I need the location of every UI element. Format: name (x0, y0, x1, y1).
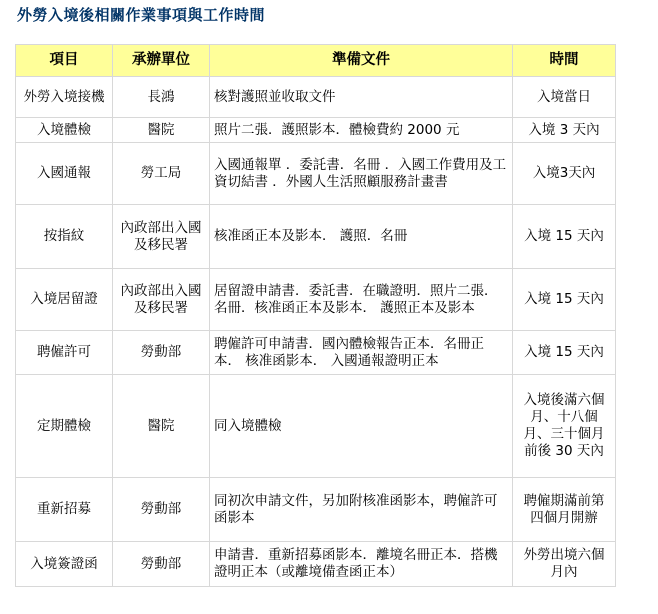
table-row (16, 205, 616, 269)
table-row (16, 143, 616, 205)
table-row (16, 331, 616, 375)
cell-unit: 醫院 (113, 118, 210, 143)
cell-docs: 入國通報單 ．委託書．名冊 ．入國工作費用及工資切結書 ．外國人生活照顧服務計畫書 (210, 143, 513, 205)
cell-unit: 勞動部 (113, 478, 210, 542)
cell-item: 按指紋 (16, 205, 113, 269)
cell-time: 入境當日 (513, 77, 616, 118)
header-docs: 準備文件 (210, 45, 513, 77)
table-header-row (16, 45, 616, 77)
table-row (16, 269, 616, 331)
cell-docs: 聘僱許可申請書．國內體檢報告正本．名冊正本． 核准函影本． 入國通報證明正本 (210, 331, 513, 375)
cell-unit: 勞動部 (113, 542, 210, 587)
cell-docs: 同初次申請文件，另加附核准函影本，聘僱許可函影本 (210, 478, 513, 542)
cell-time: 聘僱期滿前第四個月開辦 (513, 478, 616, 542)
cell-time: 入境 15 天內 (513, 331, 616, 375)
table-row (16, 478, 616, 542)
table-row (16, 118, 616, 143)
cell-item: 入境體檢 (16, 118, 113, 143)
cell-unit: 勞動部 (113, 331, 210, 375)
cell-time: 外勞出境六個月內 (513, 542, 616, 587)
cell-docs: 申請書．重新招募函影本．離境名冊正本．搭機證明正本（或離境備查函正本） (210, 542, 513, 587)
cell-item: 定期體檢 (16, 375, 113, 478)
cell-time: 入境後滿六個月、十八個月、三十個月前後 30 天內 (513, 375, 616, 478)
cell-item: 外勞入境接機 (16, 77, 113, 118)
cell-docs: 核對護照並收取文件 (210, 77, 513, 118)
cell-item: 入境居留證 (16, 269, 113, 331)
cell-docs: 核准函正本及影本． 護照．名冊 (210, 205, 513, 269)
cell-time: 入境3天內 (513, 143, 616, 205)
cell-unit: 醫院 (113, 375, 210, 478)
cell-item: 入國通報 (16, 143, 113, 205)
cell-docs: 居留證申請書．委託書．在職證明．照片二張．名冊．核准函正本及影本． 護照正本及影本 (210, 269, 513, 331)
cell-unit: 內政部出入國 及移民署 (113, 269, 210, 331)
table-row (16, 77, 616, 118)
header-time: 時間 (513, 45, 616, 77)
cell-item: 聘僱許可 (16, 331, 113, 375)
cell-unit: 勞工局 (113, 143, 210, 205)
cell-unit: 長鴻 (113, 77, 210, 118)
cell-time: 入境 15 天內 (513, 205, 616, 269)
cell-time: 入境 3 天內 (513, 118, 616, 143)
cell-item: 入境簽證函 (16, 542, 113, 587)
table-row (16, 542, 616, 587)
table-row (16, 375, 616, 478)
header-item: 項目 (16, 45, 113, 77)
cell-item: 重新招募 (16, 478, 113, 542)
cell-unit: 內政部出入國 及移民署 (113, 205, 210, 269)
page-title: 外勞入境後相關作業事項與工作時間 (17, 6, 266, 24)
cell-docs: 照片二張．護照影本．體檢費約 2000 元 (210, 118, 513, 143)
cell-time: 入境 15 天內 (513, 269, 616, 331)
cell-docs: 同入境體檢 (210, 375, 513, 478)
header-unit: 承辦單位 (113, 45, 210, 77)
procedures-table (15, 44, 616, 587)
